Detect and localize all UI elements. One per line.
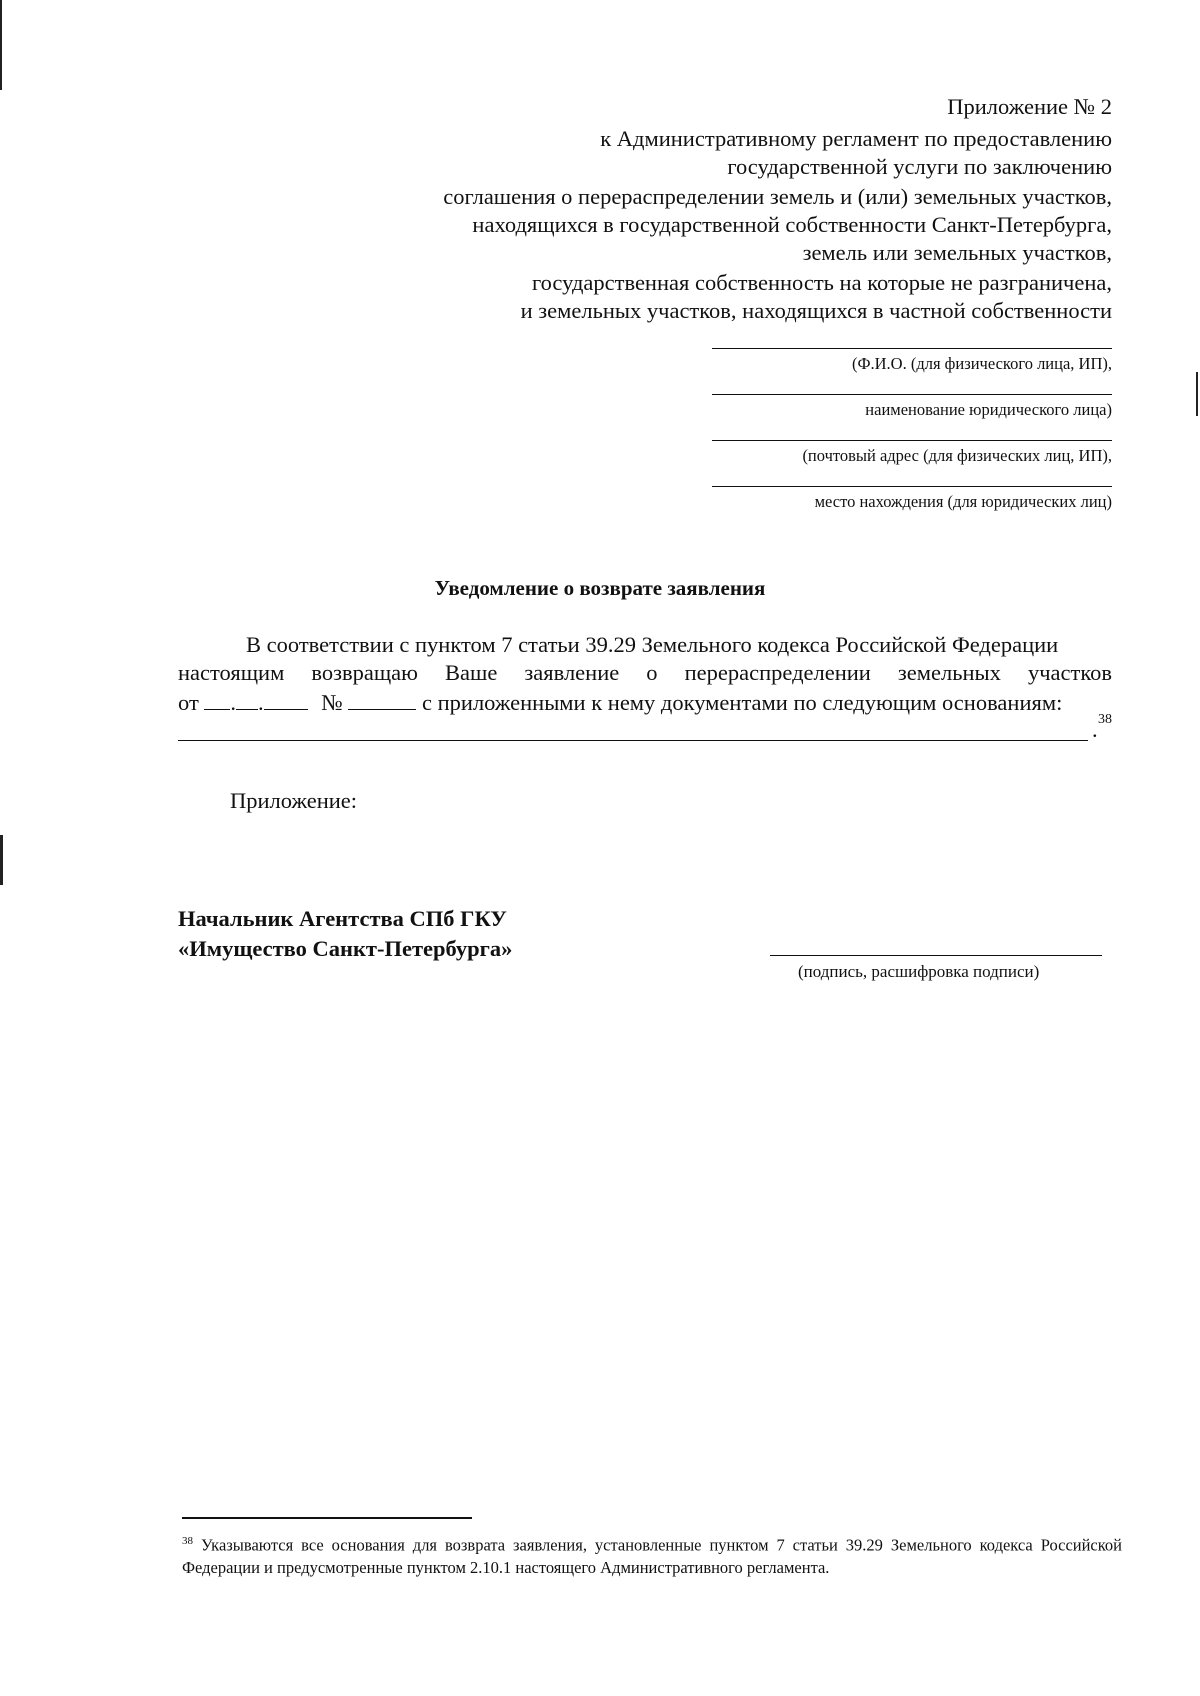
header-line-2: государственной услуги по заключению [727,154,1112,179]
body-line-3 [178,688,1112,718]
signature-line[interactable] [770,955,1102,956]
signatory-title-line-1: Начальник Агентства СПб ГКУ [178,906,507,931]
date-dot-2: . [258,690,264,715]
header-line-1: к Административному регламент по предоставлению [600,126,1112,151]
grounds-blank-line[interactable] [178,740,1088,741]
recipient-location-line[interactable] [712,486,1112,487]
recipient-location-caption: место нахождения (для юридических лиц) [814,492,1112,511]
date-month-blank[interactable] [236,689,258,710]
signature-caption: (подпись, расшифровка подписи) [798,962,1040,981]
from-label: от [178,690,199,715]
recipient-org-line[interactable] [712,394,1112,395]
header-line-6: государственная собственность на которые не разграничена, [531,270,1112,295]
body-line-1: В соответствии с пунктом 7 статьи 39.29 Земельного кодекса Российской Федерации [246,632,1059,657]
date-year-blank[interactable] [264,689,308,710]
footnote-number: 38 [182,1535,193,1547]
header-line-5: земель или земельных участков, [802,240,1112,265]
recipient-org-caption: наименование юридического лица) [865,400,1112,419]
scan-artifact-left-mid [0,835,3,885]
body-line-2: настоящим возвращаю Ваше заявление о перераспределении земельных участков [178,660,1112,685]
header-line-7: и земельных участков, находящихся в частной собственности [520,298,1112,323]
application-number-blank[interactable] [348,689,416,710]
recipient-address-caption: (почтовый адрес (для физических лиц, ИП), [802,446,1112,465]
document-title: Уведомление о возврате заявления [434,576,766,600]
footnote-separator [182,1517,472,1519]
number-sign: № [321,690,343,715]
recipient-name-line[interactable] [712,348,1112,349]
body-line-3-rest: с приложенными к нему документами по следующим основаниям: [422,690,1063,715]
footnote-text: Указываются все основания для возврата заявления, установленные пунктом 7 статьи 39.29 Земельного кодекса Российской Федерации и предусмотренные пунктом 2.10.1 настоящего Административного регламента. [182,1535,1123,1577]
scan-artifact-right [1196,372,1198,416]
signatory-title-line-2: «Имущество Санкт-Петербурга» [178,936,513,961]
date-day-blank[interactable] [204,689,230,710]
recipient-address-line[interactable] [712,440,1112,441]
footnote [182,1530,1122,1579]
scan-artifact-left-top [0,0,2,90]
footnote-reference: 38 [1098,712,1112,727]
recipient-name-caption: (Ф.И.О. (для физического лица, ИП), [851,354,1112,373]
appendix-number: Приложение № 2 [947,94,1112,119]
header-line-3: соглашения о перераспределении земель и (или) земельных участков, [443,184,1112,209]
date-dot-1: . [230,690,237,715]
attachment-label: Приложение: [230,788,358,813]
header-line-4: находящихся в государственной собственности Санкт-Петербурга, [472,212,1112,237]
grounds-line-end: . [1092,717,1098,742]
